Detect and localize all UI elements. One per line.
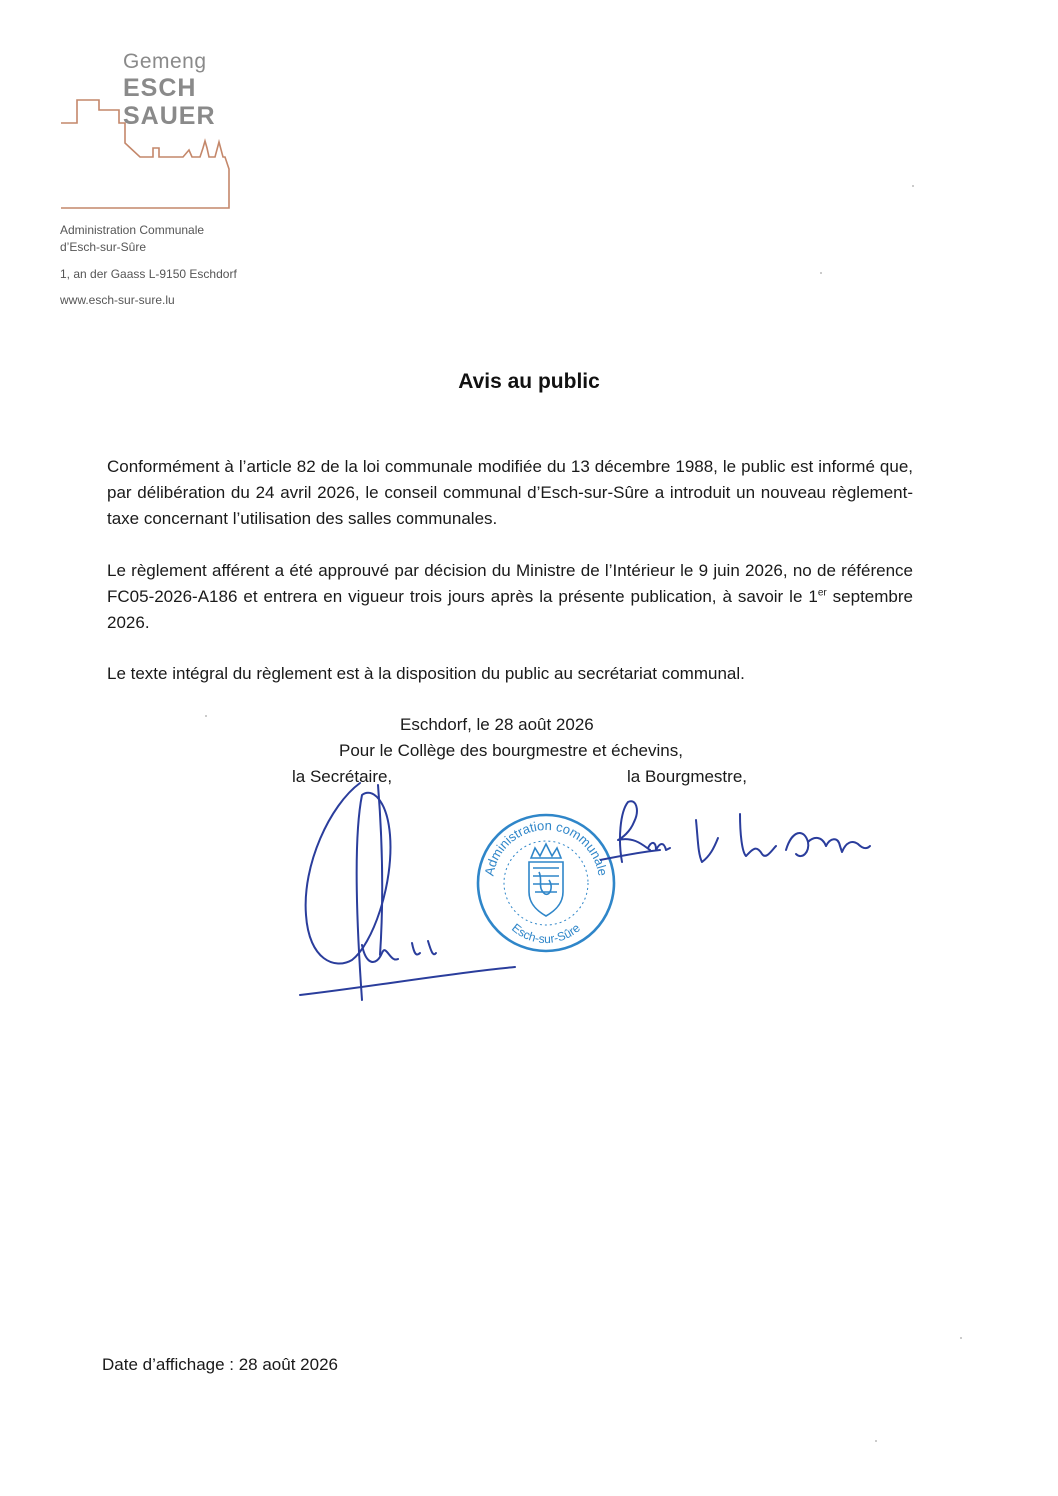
mayor-signature — [600, 790, 890, 880]
place-date: Eschdorf, le 28 août 2026 — [400, 715, 594, 734]
scan-speck — [912, 185, 914, 187]
scan-speck — [820, 272, 822, 274]
official-stamp — [473, 810, 619, 956]
secretary-label: la Secrétaire, — [292, 767, 393, 786]
admin-website: www.esch-sur-sure.lu — [60, 293, 175, 307]
page-title: Avis au public — [458, 370, 600, 393]
admin-address: 1, an der Gaass L-9150 Eschdorf — [60, 267, 237, 281]
scan-speck — [960, 1337, 962, 1339]
logo-esch: ESCH — [123, 74, 197, 102]
scan-speck — [875, 1440, 877, 1442]
admin-name-line1: Administration Communale — [60, 223, 205, 237]
paragraph-1: Conformément à l’article 82 de la loi communale modifiée du 13 décembre 1988, le public est informé que, par délibération du 24 avril 2026, le conseil communal d’Esch-sur-Sûre a introduit un nouveau règlement-taxe concernant l’utilisation des salles communales. — [107, 457, 913, 528]
mayor-label: la Bourgmestre, — [627, 767, 747, 786]
posting-date: Date d’affichage : 28 août 2026 — [102, 1355, 338, 1374]
stamp-bottom-text: Esch-sur-Sûre — [509, 920, 583, 947]
paragraph-2-text: Le règlement afférent a été approuvé par décision du Ministre de l’Intérieur le 9 juin 2026, no de référence FC05-2026-A186 et entrera en vigueur trois jours après la présente publication, à savoir le 1 — [107, 561, 913, 606]
logo-sauer: SAUER — [123, 102, 216, 130]
paragraph-2 — [107, 558, 913, 636]
svg-text:Esch-sur-Sûre — [509, 921, 583, 947]
paragraph-3: Le texte intégral du règlement est à la disposition du public au secrétariat communal. — [107, 664, 745, 683]
paragraph-2-superscript: er — [817, 587, 827, 599]
paragraph-2-end: septembre 2026. — [107, 587, 913, 632]
scan-speck — [205, 715, 207, 717]
college-line: Pour le Collège des bourgmestre et échevins, — [339, 741, 683, 760]
stamp-top-text: Administration communale — [481, 817, 611, 878]
logo-gemeng: Gemeng — [123, 50, 207, 73]
admin-name-line2: d’Esch-sur-Sûre — [60, 240, 147, 254]
